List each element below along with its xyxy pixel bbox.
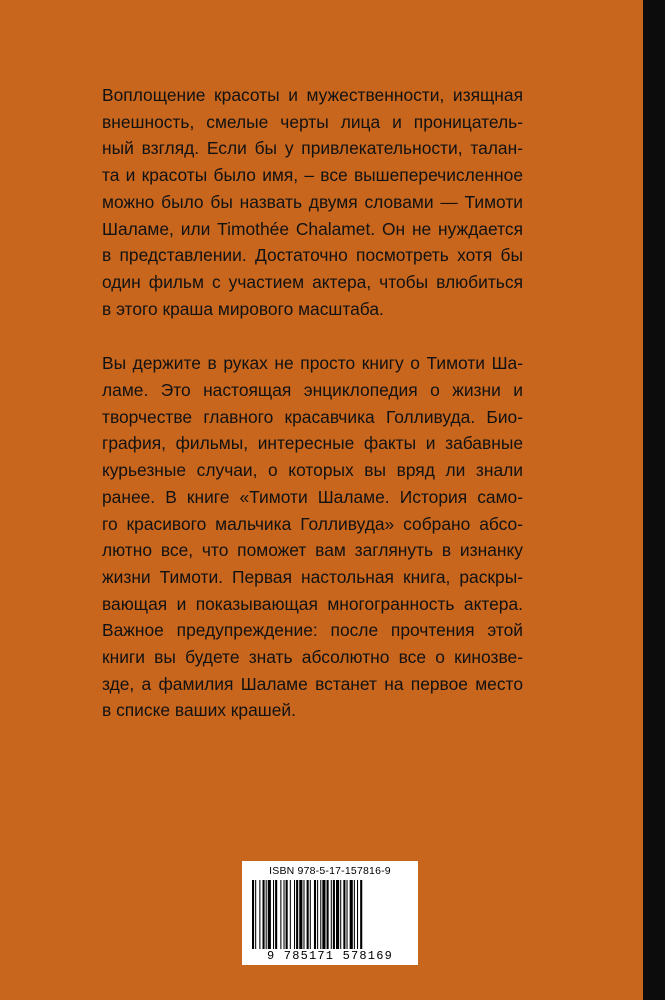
text-line: Важное предупреждение: после прочтения этой xyxy=(102,620,523,641)
text-line: ный взгляд. Если бы у привлекательности, талан- xyxy=(102,138,523,159)
black-edge-strip xyxy=(643,0,665,1000)
book-description xyxy=(102,82,523,724)
text-line: вающая и показывающая многогранность актера. xyxy=(102,593,523,614)
text-line: в представлении. Достаточно посмотреть хотя бы xyxy=(102,245,523,266)
text-line: ранее. В книге «Тимоти Шаламе. История само- xyxy=(102,486,523,507)
text-line: творчестве главного красавчика Голливуда. Био- xyxy=(102,406,523,427)
barcode-digits: 9 785171 578169 xyxy=(242,949,418,963)
text-line: графия, фильмы, интересные факты и забавные xyxy=(102,433,523,454)
text-line: го красивого мальчика Голливуда» собрано абсо- xyxy=(102,513,523,534)
barcode-bars-icon xyxy=(250,880,410,952)
text-line: ламе. Это настоящая энциклопедия о жизни и xyxy=(102,380,523,401)
text-line: в этого краша мирового масштаба. xyxy=(102,298,384,319)
isbn-barcode xyxy=(242,861,418,965)
text-line: внешность, смелые черты лица и проницатель- xyxy=(102,111,523,132)
text-line: жизни Тимоти. Первая настольная книга, раскры- xyxy=(102,566,523,587)
text-line: книги вы будете знать абсолютно все о кинозве- xyxy=(102,647,523,668)
text-line: та и красоты было имя, – все вышеперечисленное xyxy=(102,165,523,186)
text-line: курьезные случаи, о которых вы вряд ли знали xyxy=(102,460,523,481)
description-paragraph-2 xyxy=(102,350,523,724)
text-line: Шаламе, или Timothée Chalamet. Он не нуждается xyxy=(102,218,523,239)
text-line: в списке ваших крашей. xyxy=(102,700,296,721)
text-line: Воплощение красоты и мужественности, изящная xyxy=(102,85,523,105)
text-line: один фильм с участием актера, чтобы влюбиться xyxy=(102,271,523,292)
isbn-label: ISBN 978-5-17-157816-9 xyxy=(269,865,391,877)
text-line: можно было бы назвать двумя словами — Тимоти xyxy=(102,191,523,212)
text-line: Вы держите в руках не просто книгу о Тимоти Ша- xyxy=(102,353,523,374)
description-paragraph-1 xyxy=(102,82,523,322)
text-line: зде, а фамилия Шаламе встанет на первое место xyxy=(102,673,523,694)
text-line: лютно все, что поможет вам заглянуть в изнанку xyxy=(102,540,523,561)
